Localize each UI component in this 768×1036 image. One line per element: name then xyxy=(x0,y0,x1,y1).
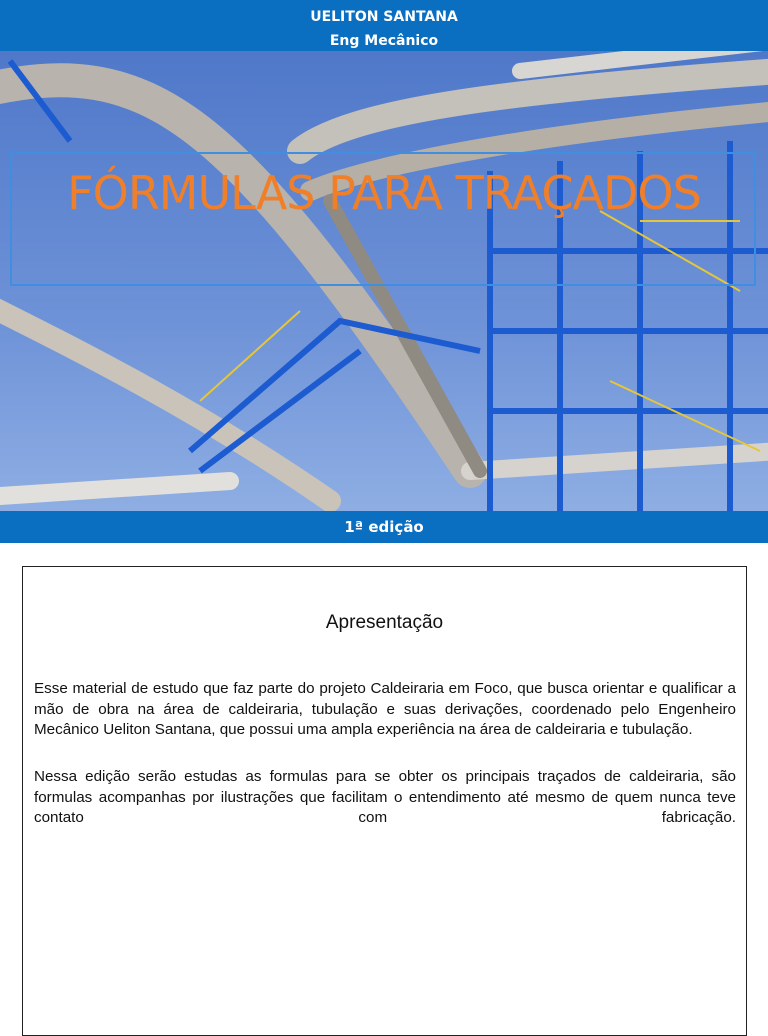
paragraph: Esse material de estudo que faz parte do projeto Caldeiraria em Foco, que busca orientar e qualificar a mão de obra na área de caldeiraria, tubulação e suas derivações, coordenado pelo Engenheiro Mecânico Ueliton Santana, que possui uma ampla experiência na área de caldeiraria e tubulação. xyxy=(34,680,736,739)
paragraph: Nessa edição serão estudas as formulas para se obter os principais traçados de caldeiraria, são formulas acompanhas por ilustrações que facilitam o entendimento até mesmo de quem nunca teve contato com fabricação. xyxy=(34,768,736,827)
presentation-heading: Apresentação xyxy=(325,612,444,633)
cover-header xyxy=(0,0,768,51)
author-role: Eng Mecânico xyxy=(329,33,439,49)
presentation-box xyxy=(22,566,747,1036)
cover-title: FÓRMULAS PARA TRAÇADOS xyxy=(67,166,701,220)
edition-bar: 1ª edição xyxy=(0,511,768,543)
author-name: UELITON SANTANA xyxy=(310,9,458,25)
